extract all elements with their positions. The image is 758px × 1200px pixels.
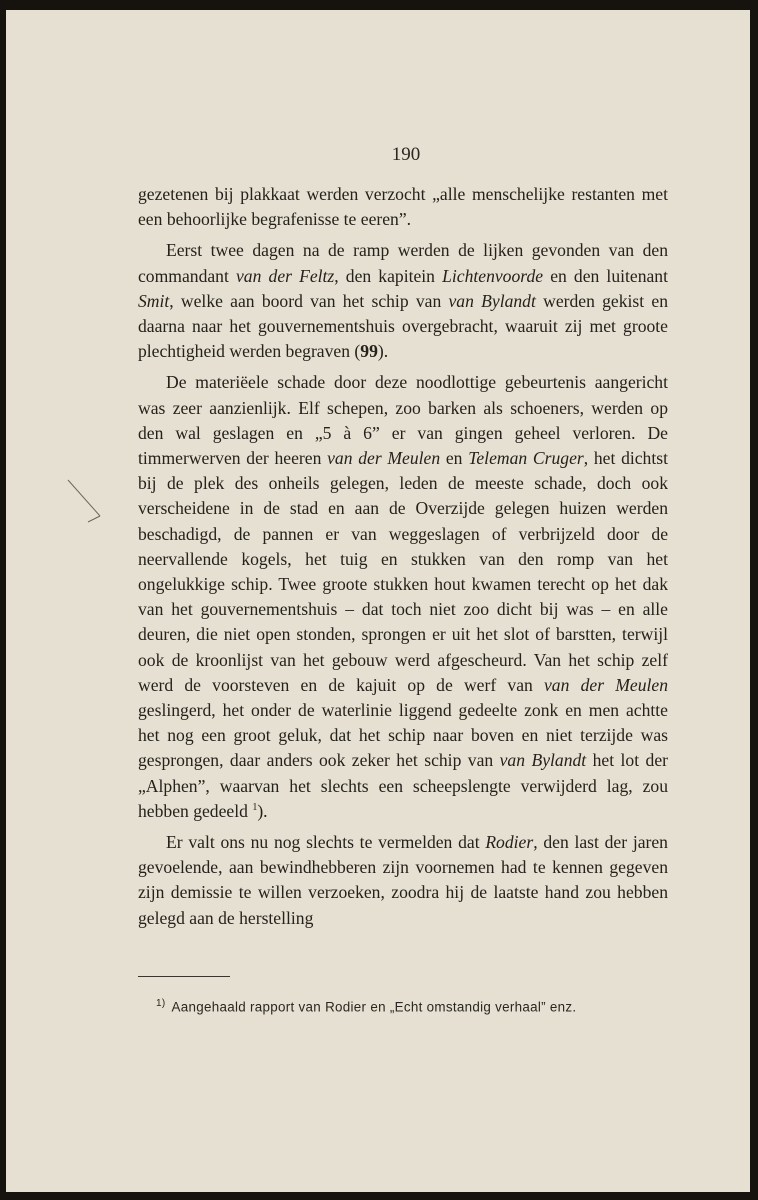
text-run: werden gekist en daarna naar het gouvernementshuis overgebracht, waaruit zij met groote plechtigheid werden begraven ( xyxy=(138,290,668,362)
text-run: gezetenen bij plakkaat werden verzocht „alle menschelijke restanten met een behoorlijke begrafenisse te eeren”. xyxy=(138,184,668,230)
footnote-divider xyxy=(138,976,230,977)
text-run: De materiëele schade door deze noodlottige gebeurtenis aangericht was zeer aanzienlijk. Elf schepen, zoo barken als schoeners, werden op den wal geslagen en „5 à 6” er van gingen geheel verloren. De timmerwerven der heeren xyxy=(138,372,668,469)
page-number: 190 xyxy=(391,144,421,165)
italic-name: Rodier xyxy=(485,832,534,853)
paragraph-4 xyxy=(138,830,668,931)
italic-name: van Bylandt xyxy=(499,750,587,771)
book-page xyxy=(6,10,750,1192)
text-run: geslingerd, het onder de waterlinie liggend gedeelte zonk en men achtte het nog een groot geluk, dat het schip naar boven en niet terzijde was gesprongen, daar anders ook zeker het schip van xyxy=(138,700,668,771)
text-run: , den last der jaren gevoelende, aan bewindhebberen zijn voornemen had te kennen gegeven zijn demissie te willen verzoeken, zoodra hij de laatste hand zou hebben gelegd aan de herstelling xyxy=(138,832,668,928)
footnote-mark: 1) xyxy=(156,998,166,1009)
italic-name: van der Feltz xyxy=(236,265,335,286)
text-run: ). xyxy=(257,800,268,821)
footnote-text: Aangehaald rapport van Rodier en „Echt omstandig verhaal” enz. xyxy=(171,999,577,1015)
text-run: het lot der „Alphen”, waarvan het slechts een scheepslengte verwijderd lag, zou hebben gedeeld xyxy=(138,750,669,821)
text-run: en den luitenant xyxy=(543,265,668,286)
text-run: , welke aan boord van het schip van xyxy=(169,290,449,311)
text-run: en xyxy=(440,448,469,469)
footnote xyxy=(156,998,672,1014)
paragraph-1 xyxy=(138,182,668,232)
italic-name: van der Meulen xyxy=(544,674,668,695)
paragraph-3 xyxy=(138,370,668,824)
italic-name: Smit xyxy=(138,290,170,311)
margin-pencil-mark xyxy=(66,478,106,538)
text-run: ). xyxy=(377,341,389,362)
text-run: , den kapitein xyxy=(334,265,443,286)
text-run: Er valt ons nu nog slechts te vermelden dat xyxy=(166,832,486,853)
italic-name: Teleman Cruger xyxy=(468,448,584,469)
paragraph-2 xyxy=(138,238,668,364)
italic-name: Lichtenvoorde xyxy=(442,265,544,286)
footnote-ref: 1 xyxy=(252,802,258,814)
body-text xyxy=(138,182,668,931)
text-run: Eerst twee dagen na de ramp werden de lijken gevonden van den commandant xyxy=(138,240,668,286)
italic-name: van der Meulen xyxy=(327,448,441,469)
text-run: , het dichtst bij de plek des onheils gelegen, leden de meeste schade, doch ook verscheidene in de stad en aan de Overzijde gelegen huizen werden beschadigd, de pannen er van weggeslagen of verbrijzeld door de neervallende kogels, het tuig en stukken van den romp van het ongelukkige schip. Twee groote stukken hout kwamen terecht op het dak van het gouvernementshuis – dat toch niet zoo dicht bij was – en alle deuren, die niet open stonden, sprongen er uit het slot of barstten, terwijl ook de kroonlijst van het gebouw werd afgescheurd. Van het schip zelf werd de voorsteven en de kajuit op de werf van xyxy=(138,448,668,695)
bold-ref: 99 xyxy=(360,341,378,362)
italic-name: van Bylandt xyxy=(448,290,536,311)
